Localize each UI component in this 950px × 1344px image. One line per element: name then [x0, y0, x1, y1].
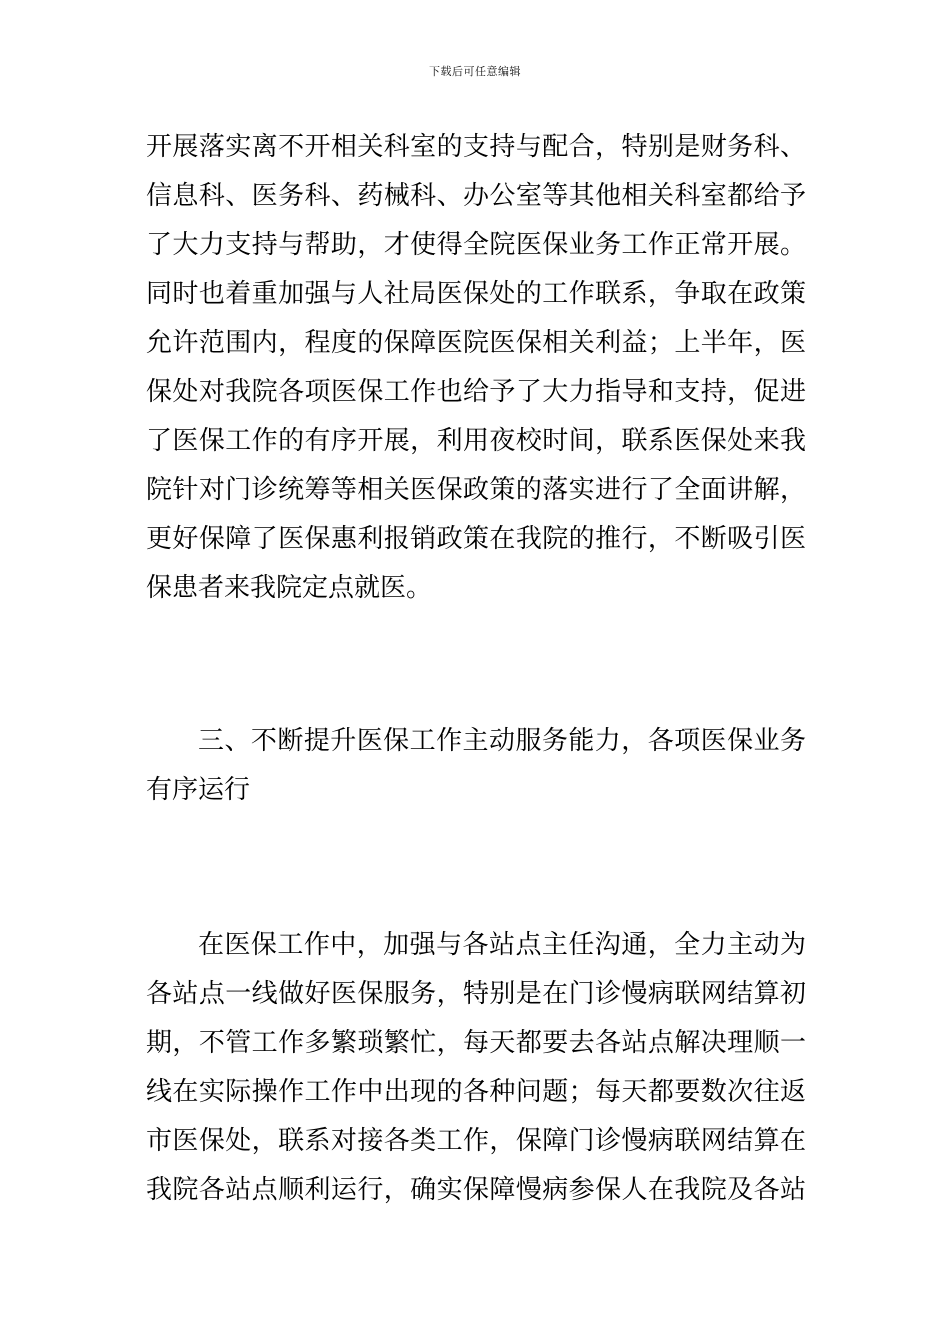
paragraph-line: 保处对我院各项医保工作也给予了大力指导和支持，促进 [146, 377, 806, 407]
paragraph-line: 线在实际操作工作中出现的各种问题；每天都要数次往返 [146, 1077, 806, 1107]
paragraph-line: 在医保工作中，加强与各站点主任沟通，全力主动为 [198, 930, 806, 960]
paragraph-line: 同时也着重加强与人社局医保处的工作联系，争取在政策 [146, 279, 806, 309]
paragraph-line: 我院各站点顺利运行，确实保障慢病参保人在我院及各站 [146, 1175, 806, 1205]
heading-line: 有序运行 [146, 775, 251, 805]
paragraph-line: 信息科、医务科、药械科、办公室等其他相关科室都给予 [146, 181, 806, 211]
paragraph-line: 保患者来我院定点就医。 [146, 573, 433, 603]
paragraph-line: 开展落实离不开相关科室的支持与配合，特别是财务科、 [146, 132, 806, 162]
paragraph-line: 更好保障了医保惠利报销政策在我院的推行，不断吸引医 [146, 524, 806, 554]
paragraph-2 [146, 921, 806, 1215]
paragraph-1 [146, 123, 806, 613]
paragraph-line: 各站点一线做好医保服务，特别是在门诊慢病联网结算初 [146, 979, 806, 1009]
paragraph-line: 市医保处，联系对接各类工作，保障门诊慢病联网结算在 [146, 1126, 806, 1156]
page-header-note: 下载后可任意编辑 [429, 65, 521, 78]
heading-line: 三、不断提升医保工作主动服务能力，各项医保业务 [198, 726, 806, 756]
paragraph-line: 期，不管工作多繁琐繁忙，每天都要去各站点解决理顺一 [146, 1028, 806, 1058]
paragraph-line: 院针对门诊统筹等相关医保政策的落实进行了全面讲解， [146, 475, 806, 505]
paragraph-line: 允许范围内，程度的保障医院医保相关利益；上半年，医 [146, 328, 806, 358]
paragraph-line: 了医保工作的有序开展，利用夜校时间，联系医保处来我 [146, 426, 806, 456]
section-heading-3 [146, 717, 806, 815]
paragraph-line: 了大力支持与帮助，才使得全院医保业务工作正常开展。 [146, 230, 806, 260]
